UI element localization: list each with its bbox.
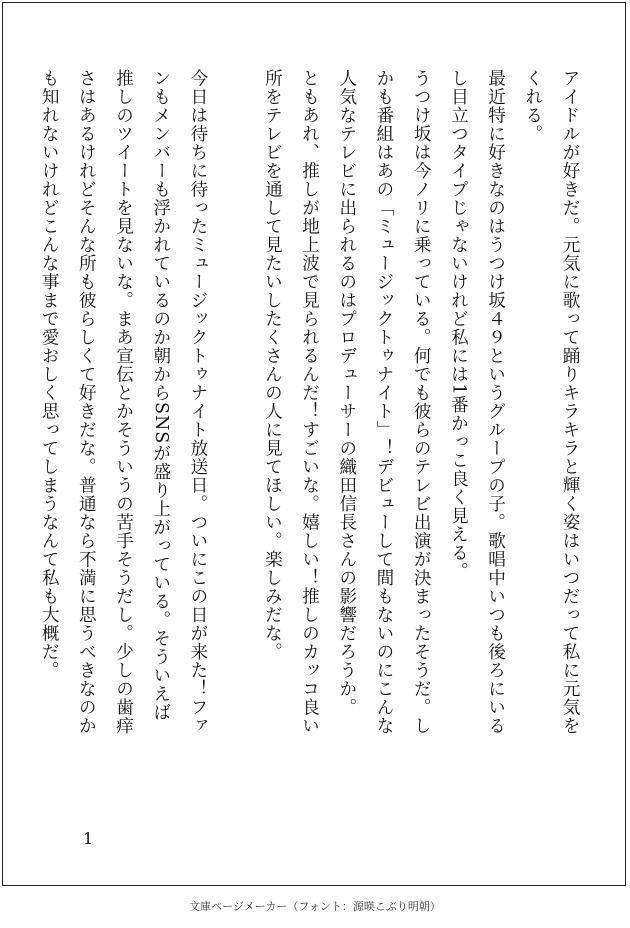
text-line: 今日は待ちに待ったミュージックトゥナイト放送日。ついにこの日が来た！ファ bbox=[187, 69, 208, 735]
text-line: 所をテレビを通して見たいしたくさんの人に見てほしい。楽しみだな。 bbox=[262, 69, 283, 661]
text-line: ともあれ、推しが地上波で見られるんだ！すごいな。嬉しい！推しのカッコ良い bbox=[299, 69, 320, 735]
book-page bbox=[2, 2, 626, 886]
text-line: くれる。 bbox=[522, 69, 543, 143]
text-line: も知れないけれどこんな事まで愛おしく思ってしまうなんて私も大概だ。 bbox=[39, 69, 60, 680]
text-line: うつけ坂は今ノリに乗っている。何でも彼らのテレビ出演が決まったそうだ。し bbox=[411, 69, 432, 735]
text-line: 最近特に好きなのはうつけ坂４９というグループの子。歌唱中いつも後ろにいる bbox=[485, 69, 506, 735]
blank-line bbox=[216, 69, 253, 789]
text-line: さはあるけれどそんな所も彼らしくて好きだな。普通なら不満に思うべきなのか bbox=[76, 69, 97, 735]
text-line: 推しのツイートを見ないな。まあ宣伝とかそういうの苦手そうだし。少しの歯痒 bbox=[113, 69, 134, 735]
text-line: 人気なテレビに出られるのはプロデューサーの織田信長さんの影響だろうか。 bbox=[336, 69, 357, 717]
text-line: ンもメンバーも浮かれているのか朝からSNSが盛り上がっている。そういえば bbox=[150, 69, 171, 722]
footer-credit: 文庫ページメーカー（フォント：源暎こぶり明朝） bbox=[189, 900, 441, 913]
page-number: 1 bbox=[83, 829, 94, 848]
text-line: し目立つタイプじゃないけれど私には1番かっこ良く見える。 bbox=[448, 69, 469, 581]
text-line: アイドルが好きだ。元気に歌って踊りキラキラと輝く姿はいつだって私に元気を bbox=[560, 69, 580, 735]
text-line: かも番組はあの「ミュージックトゥナイト」！デビューして間もないのにこんな bbox=[373, 69, 394, 735]
body-text bbox=[30, 69, 588, 789]
